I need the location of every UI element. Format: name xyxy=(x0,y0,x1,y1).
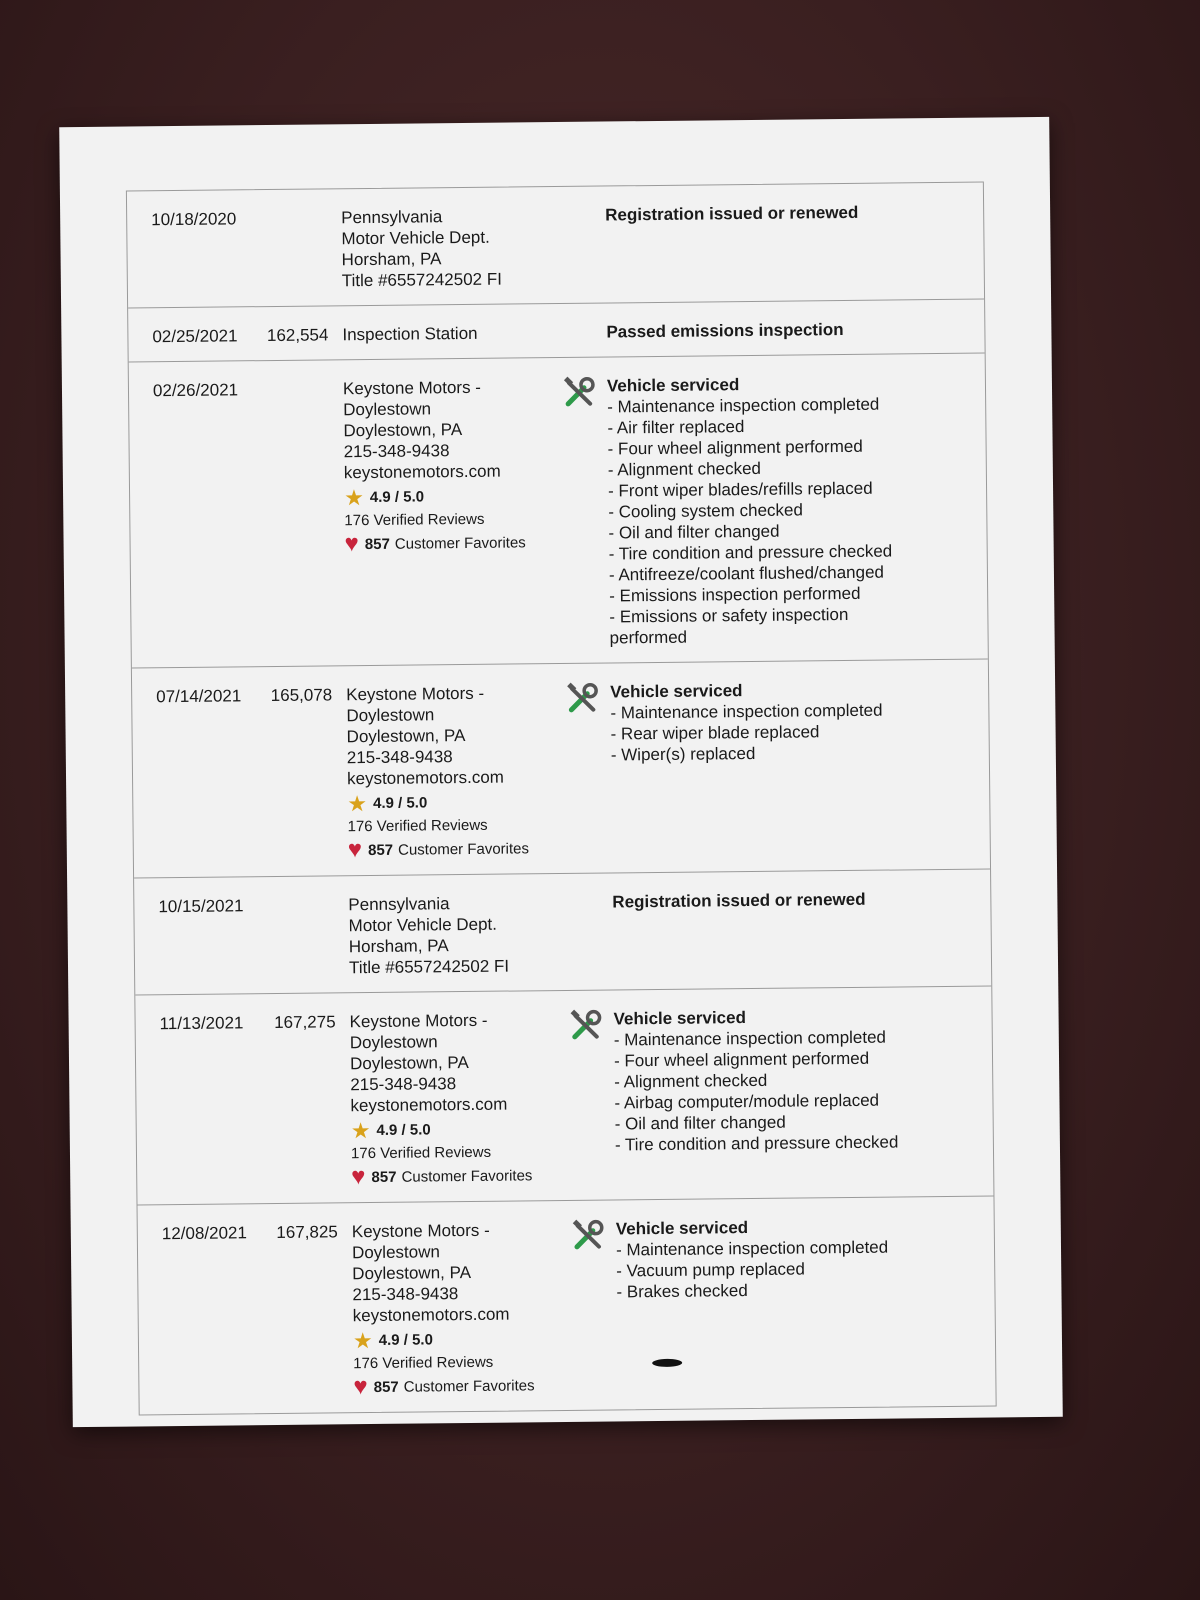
detail-line: performed xyxy=(609,627,688,648)
source-line: keystonemotors.com xyxy=(352,1304,510,1326)
source-line: Doylestown xyxy=(351,1242,440,1263)
customer-favorites xyxy=(353,1373,567,1401)
record-details xyxy=(600,318,984,343)
detail-line: - Front wiper blades/refills replaced xyxy=(607,478,873,501)
record-date: 02/26/2021 xyxy=(152,380,239,401)
detail-line: - Maintenance inspection completed xyxy=(607,394,880,417)
record-date: 07/14/2021 xyxy=(156,686,242,707)
source-line: Pennsylvania xyxy=(348,894,450,915)
record-details xyxy=(604,678,990,859)
source-line: keystonemotors.com xyxy=(350,1094,508,1116)
source-line: Motor Vehicle Dept. xyxy=(348,914,498,936)
service-icon-cell xyxy=(555,205,600,289)
heart-icon: ♥ xyxy=(353,1373,368,1401)
rating-value: 4.9 / 5.0 xyxy=(376,1121,431,1139)
detail-line: - Rear wiper blade replaced xyxy=(610,722,820,744)
source-line: Keystone Motors - xyxy=(349,1010,488,1032)
record-details xyxy=(610,1214,996,1395)
detail-line: - Four wheel alignment performed xyxy=(607,436,863,459)
detail-line: - Alignment checked xyxy=(607,458,762,480)
star-icon: ★ xyxy=(350,1117,371,1143)
verified-reviews: 176 Verified Reviews xyxy=(347,816,488,836)
customer-favorites xyxy=(344,530,558,558)
tools-icon xyxy=(571,1219,607,1396)
source-line: Doylestown, PA xyxy=(352,1262,472,1284)
source-line: keystonemotors.com xyxy=(346,767,504,789)
vehicle-history-table xyxy=(126,182,997,1416)
tools-icon xyxy=(562,376,599,649)
source-line: 215-348-9438 xyxy=(350,1074,457,1095)
heart-icon: ♥ xyxy=(347,836,363,864)
verified-reviews: 176 Verified Reviews xyxy=(350,1143,492,1163)
record-details xyxy=(599,201,984,289)
detail-line: - Maintenance inspection completed xyxy=(610,700,883,723)
history-record-row xyxy=(135,986,993,1205)
detail-line: - Air filter replaced xyxy=(607,417,745,438)
detail-line: - Maintenance inspection completed xyxy=(613,1027,887,1050)
record-source xyxy=(337,376,560,651)
history-record-row xyxy=(127,183,984,308)
record-title: Vehicle serviced xyxy=(613,1008,747,1029)
favorites-count: 857 xyxy=(371,1168,397,1186)
source-line: keystonemotors.com xyxy=(343,461,501,483)
record-details xyxy=(601,372,988,649)
source-line: Inspection Station xyxy=(342,323,478,345)
record-date: 11/13/2021 xyxy=(159,1013,244,1034)
rating-value: 4.9 / 5.0 xyxy=(369,488,425,506)
record-source xyxy=(340,682,562,864)
record-title: Registration issued or renewed xyxy=(612,889,866,912)
rating-value: 4.9 / 5.0 xyxy=(378,1331,433,1349)
detail-line: - Emissions or safety inspection xyxy=(609,604,849,627)
service-icon-cell xyxy=(562,892,607,976)
service-icon-cell xyxy=(566,1219,612,1396)
source-line: 215-348-9438 xyxy=(346,747,453,768)
source-line: Doylestown xyxy=(349,1032,438,1053)
history-record-row xyxy=(129,353,988,668)
history-record-row xyxy=(128,299,985,362)
tools-icon xyxy=(568,1009,604,1186)
detail-line: - Vacuum pump replaced xyxy=(616,1259,805,1281)
service-icon-cell xyxy=(556,322,600,343)
detail-line: - Brakes checked xyxy=(616,1281,748,1302)
favorites-label: Customer Favorites xyxy=(401,1166,533,1186)
detail-line: - Emissions inspection performed xyxy=(609,583,861,606)
source-line: Keystone Motors - xyxy=(342,377,482,399)
shop-rating xyxy=(353,1328,567,1351)
favorites-label: Customer Favorites xyxy=(397,839,530,859)
detail-line: - Oil and filter changed xyxy=(614,1112,786,1134)
source-line: Keystone Motors - xyxy=(346,683,485,705)
source-line: Motor Vehicle Dept. xyxy=(341,227,490,249)
history-record-row xyxy=(134,869,991,995)
favorites-count: 857 xyxy=(364,535,390,553)
detail-line: - Wiper(s) replaced xyxy=(610,743,756,765)
detail-line: - Alignment checked xyxy=(614,1070,768,1092)
favorites-count: 857 xyxy=(367,841,394,859)
record-mileage xyxy=(247,378,340,652)
record-title: Passed emissions inspection xyxy=(606,320,844,342)
record-title: Vehicle serviced xyxy=(615,1218,749,1239)
rating-value: 4.9 / 5.0 xyxy=(372,794,428,812)
detail-line: - Tire condition and pressure checked xyxy=(614,1132,899,1155)
record-title: Vehicle serviced xyxy=(610,681,743,702)
service-icon-cell xyxy=(563,1009,609,1186)
source-line: Pennsylvania xyxy=(341,207,443,228)
source-line: Title #6557242502 FI xyxy=(348,956,510,978)
source-line: Doylestown, PA xyxy=(349,1052,469,1074)
source-line: Keystone Motors - xyxy=(351,1220,490,1242)
record-source xyxy=(342,892,563,978)
record-title: Registration issued or renewed xyxy=(605,202,859,225)
source-line: 215-348-9438 xyxy=(343,441,450,462)
star-icon: ★ xyxy=(347,790,368,816)
source-line: Doylestown, PA xyxy=(346,726,466,747)
detail-line: - Four wheel alignment performed xyxy=(613,1048,870,1071)
record-date: 12/08/2021 xyxy=(161,1223,248,1244)
customer-favorites xyxy=(347,836,562,864)
detail-line: - Tire condition and pressure checked xyxy=(608,541,893,564)
record-details xyxy=(606,888,991,976)
record-mileage: 167,275 xyxy=(274,1012,336,1033)
record-details xyxy=(607,1005,993,1186)
source-line: Doylestown, PA xyxy=(343,420,463,441)
history-record-row xyxy=(132,659,990,878)
favorites-label: Customer Favorites xyxy=(394,533,526,553)
favorites-label: Customer Favorites xyxy=(403,1376,535,1396)
star-icon: ★ xyxy=(343,484,364,510)
heart-icon: ♥ xyxy=(351,1163,366,1191)
star-icon: ★ xyxy=(352,1327,373,1353)
record-mileage xyxy=(252,894,343,979)
tools-icon xyxy=(565,682,601,859)
source-line: 215-348-9438 xyxy=(352,1284,459,1305)
record-source xyxy=(336,322,556,345)
shop-rating xyxy=(344,485,558,508)
detail-line: - Oil and filter changed xyxy=(608,521,780,543)
record-date: 02/25/2021 xyxy=(152,326,238,347)
record-source xyxy=(346,1219,568,1401)
service-icon-cell xyxy=(557,376,604,649)
verified-reviews: 176 Verified Reviews xyxy=(353,1353,494,1373)
record-title: Vehicle serviced xyxy=(606,375,740,396)
verified-reviews: 176 Verified Reviews xyxy=(344,510,485,530)
record-mileage: 165,078 xyxy=(270,685,333,706)
detail-line: - Maintenance inspection completed xyxy=(615,1237,889,1260)
record-source xyxy=(335,205,556,291)
source-line: Horsham, PA xyxy=(348,936,449,957)
record-mileage xyxy=(245,207,336,292)
source-line: Horsham, PA xyxy=(341,249,442,270)
record-date: 10/15/2021 xyxy=(158,896,244,917)
shop-rating xyxy=(351,1118,565,1141)
heart-icon: ♥ xyxy=(344,530,359,558)
detail-line: - Cooling system checked xyxy=(608,500,804,522)
source-line: Doylestown xyxy=(343,399,432,420)
history-record-row xyxy=(138,1195,996,1414)
paper-sheet xyxy=(59,117,1063,1427)
record-mileage: 162,554 xyxy=(266,325,329,346)
record-source xyxy=(343,1009,565,1191)
source-line: Doylestown xyxy=(346,705,435,726)
record-date: 10/18/2020 xyxy=(151,209,237,230)
source-line: Title #6557242502 FI xyxy=(341,269,502,291)
favorites-count: 857 xyxy=(373,1378,399,1396)
record-mileage: 167,825 xyxy=(276,1222,338,1243)
shop-rating xyxy=(347,791,561,814)
detail-line: - Airbag computer/module replaced xyxy=(614,1090,880,1113)
detail-line: - Antifreeze/coolant flushed/changed xyxy=(608,562,885,585)
service-icon-cell xyxy=(560,682,606,859)
customer-favorites xyxy=(351,1163,565,1191)
